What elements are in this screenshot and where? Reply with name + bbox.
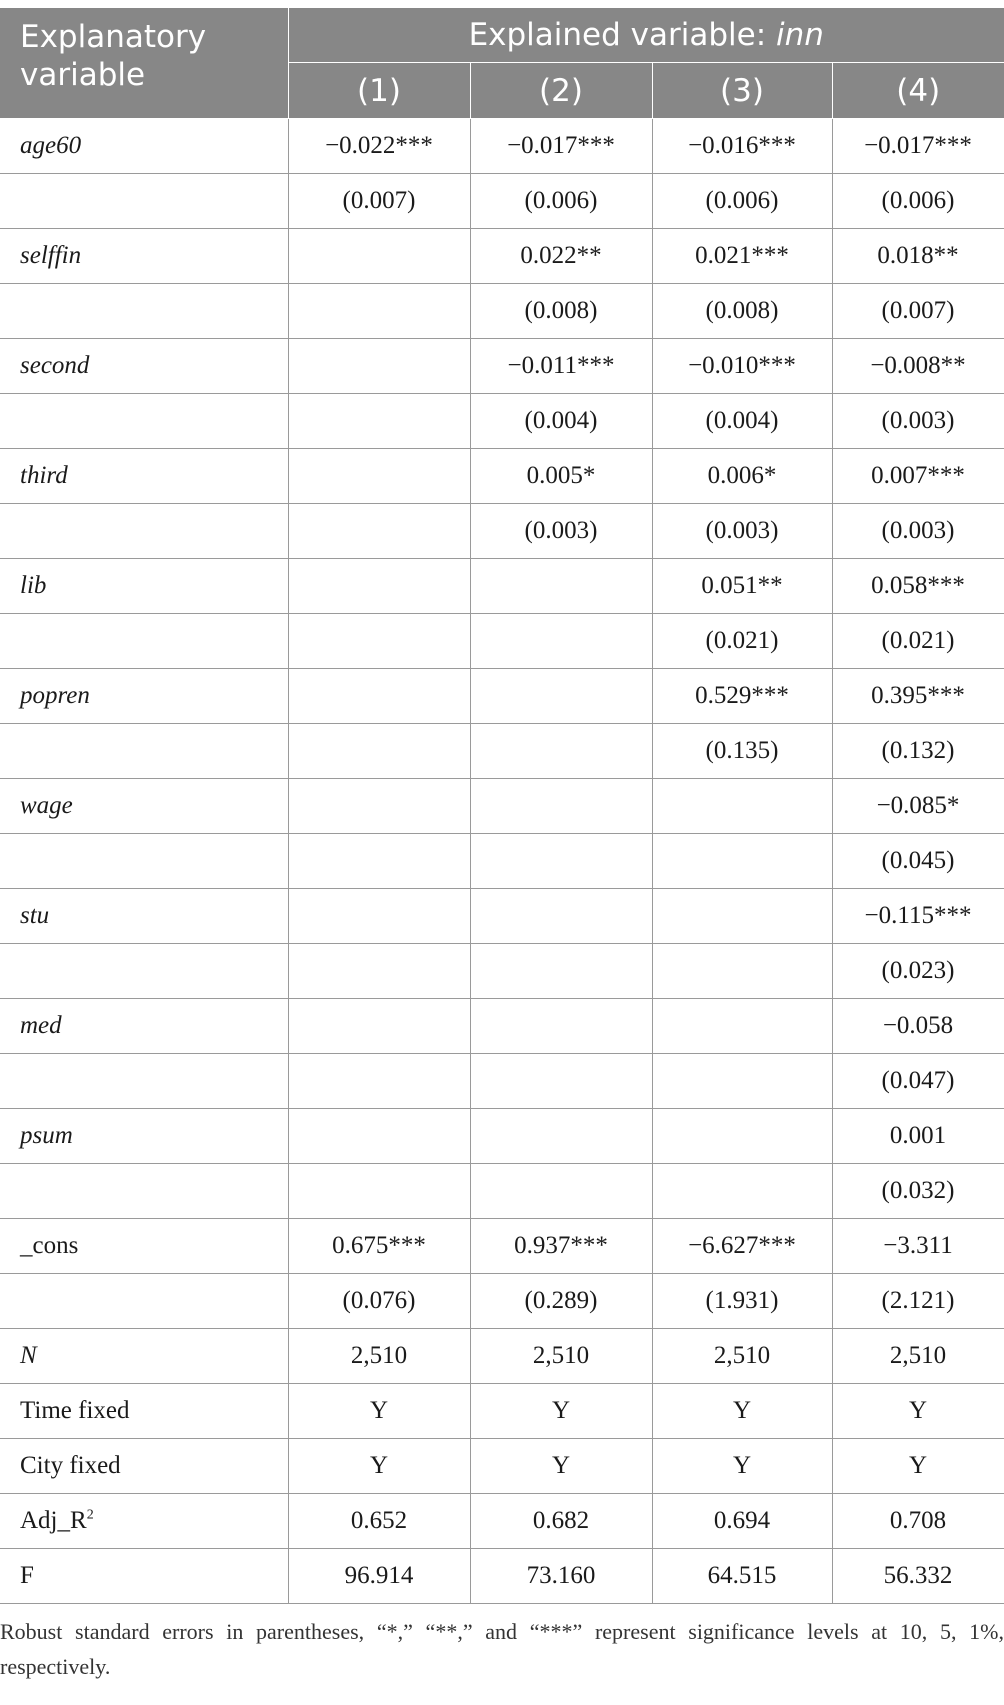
table-cell: 0.682 [470, 1494, 652, 1549]
table-cell: 0.001 [832, 1109, 1004, 1164]
table-cell: Y [832, 1384, 1004, 1439]
table-cell [288, 339, 470, 394]
superscript: 2 [86, 1507, 94, 1523]
table-cell [652, 944, 832, 999]
table-cell [288, 834, 470, 889]
table-cell: −6.627*** [652, 1219, 832, 1274]
column-header-4: (4) [832, 63, 1004, 119]
table-cell: (0.006) [652, 174, 832, 229]
row-label [0, 1329, 288, 1384]
table-cell: (0.004) [652, 394, 832, 449]
table-cell: Y [288, 1439, 470, 1494]
table-row [0, 1549, 1004, 1604]
table-cell: −0.008** [832, 339, 1004, 394]
table-cell [470, 1164, 652, 1219]
table-row [0, 229, 1004, 284]
table-cell [288, 669, 470, 724]
table-cell [470, 999, 652, 1054]
table-cell [470, 559, 652, 614]
table-cell: (0.132) [832, 724, 1004, 779]
table-row [0, 339, 1004, 394]
table-row [0, 1329, 1004, 1384]
row-label-text: age60 [20, 132, 82, 159]
table-cell [288, 449, 470, 504]
table-cell: (0.047) [832, 1054, 1004, 1109]
table-cell [652, 889, 832, 944]
table-cell: −0.085* [832, 779, 1004, 834]
table-cell: Y [470, 1439, 652, 1494]
row-label [0, 999, 288, 1054]
header-label-line1: Explanatory [20, 19, 207, 55]
table-row [0, 669, 1004, 724]
table-cell [288, 779, 470, 834]
table-row [0, 174, 1004, 229]
table-row [0, 944, 1004, 999]
table-cell: (0.021) [832, 614, 1004, 669]
table-cell: −0.115*** [832, 889, 1004, 944]
table-cell: 2,510 [288, 1329, 470, 1384]
table-cell [288, 284, 470, 339]
row-label [0, 1439, 288, 1494]
row-label [0, 1494, 288, 1549]
table-cell: 0.006* [652, 449, 832, 504]
table-cell: 2,510 [832, 1329, 1004, 1384]
row-label-text: second [20, 352, 90, 379]
table-row [0, 1384, 1004, 1439]
table-cell [470, 614, 652, 669]
table-cell: 73.160 [470, 1549, 652, 1604]
row-label [0, 614, 288, 669]
table-row [0, 889, 1004, 944]
row-label [0, 449, 288, 504]
table-row [0, 284, 1004, 339]
table-cell: 56.332 [832, 1549, 1004, 1604]
row-label [0, 1384, 288, 1439]
table-cell: −3.311 [832, 1219, 1004, 1274]
table-cell: (0.076) [288, 1274, 470, 1329]
table-cell [652, 834, 832, 889]
table-row [0, 779, 1004, 834]
table-cell: (0.032) [832, 1164, 1004, 1219]
row-label-text: F [20, 1562, 34, 1589]
row-label [0, 1549, 288, 1604]
table-cell [288, 889, 470, 944]
table-cell [288, 944, 470, 999]
row-label-text: med [20, 1012, 62, 1039]
table-cell: 0.694 [652, 1494, 832, 1549]
explained-variable-header [288, 8, 1004, 63]
regression-table-container [0, 8, 1004, 1604]
row-label [0, 1274, 288, 1329]
table-cell: 64.515 [652, 1549, 832, 1604]
table-row [0, 999, 1004, 1054]
row-label-text: third [20, 462, 68, 489]
row-label-text: lib [20, 572, 47, 599]
table-cell: (0.135) [652, 724, 832, 779]
table-cell: (0.023) [832, 944, 1004, 999]
table-cell: Y [470, 1384, 652, 1439]
table-cell [288, 724, 470, 779]
table-cell: 0.051** [652, 559, 832, 614]
row-label-text: City fixed [20, 1452, 121, 1479]
table-cell [288, 1109, 470, 1164]
table-row [0, 1494, 1004, 1549]
table-cell: (0.008) [470, 284, 652, 339]
row-label-text: popren [20, 682, 90, 709]
table-cell: 0.018** [832, 229, 1004, 284]
table-cell: Y [288, 1384, 470, 1439]
table-footnote: Robust standard errors in parentheses, “*,” “**,” and “***” represent significance levels at 10, 5, 1%, respectively. [0, 1619, 1004, 1679]
table-row [0, 119, 1004, 174]
table-cell [470, 724, 652, 779]
column-header-3: (3) [652, 63, 832, 119]
table-row [0, 1439, 1004, 1494]
table-cell: 0.652 [288, 1494, 470, 1549]
table-cell: 0.007*** [832, 449, 1004, 504]
table-cell: −0.010*** [652, 339, 832, 394]
table-cell: (0.006) [470, 174, 652, 229]
table-cell: 2,510 [470, 1329, 652, 1384]
table-cell: (0.003) [832, 394, 1004, 449]
explained-var-name: inn [776, 17, 824, 54]
row-label-text: selffin [20, 242, 82, 269]
row-label [0, 724, 288, 779]
table-row [0, 559, 1004, 614]
table-cell: (0.045) [832, 834, 1004, 889]
row-label [0, 1164, 288, 1219]
table-cell [470, 889, 652, 944]
table-cell: 0.021*** [652, 229, 832, 284]
header-label-line2: variable [20, 57, 146, 93]
table-cell [652, 1164, 832, 1219]
table-row [0, 1274, 1004, 1329]
table-cell: −0.017*** [470, 119, 652, 174]
row-label [0, 394, 288, 449]
row-label [0, 1219, 288, 1274]
table-cell: (0.007) [288, 174, 470, 229]
column-header-1: (1) [288, 63, 470, 119]
table-cell [652, 1109, 832, 1164]
table-cell: 0.529*** [652, 669, 832, 724]
table-cell: −0.011*** [470, 339, 652, 394]
table-cell: (0.289) [470, 1274, 652, 1329]
row-label [0, 779, 288, 834]
table-row [0, 1109, 1004, 1164]
table-cell: 0.005* [470, 449, 652, 504]
table-cell: (0.021) [652, 614, 832, 669]
table-cell: (0.006) [832, 174, 1004, 229]
table-cell [470, 1109, 652, 1164]
row-label-text: _cons [20, 1232, 79, 1259]
row-label-text: N [20, 1342, 37, 1369]
table-cell [288, 504, 470, 559]
table-cell: (0.003) [470, 504, 652, 559]
table-cell: −0.058 [832, 999, 1004, 1054]
table-cell [288, 999, 470, 1054]
table-cell [470, 1054, 652, 1109]
explanatory-variable-header [0, 8, 288, 119]
row-label [0, 559, 288, 614]
table-row [0, 1219, 1004, 1274]
table-cell: (0.004) [470, 394, 652, 449]
table-cell [288, 1164, 470, 1219]
table-row [0, 614, 1004, 669]
table-cell: 0.022** [470, 229, 652, 284]
table-cell: 0.708 [832, 1494, 1004, 1549]
table-cell: −0.016*** [652, 119, 832, 174]
table-body [0, 119, 1004, 1604]
row-label-text: Adj_R [20, 1507, 87, 1534]
table-cell: (0.003) [652, 504, 832, 559]
table-cell [652, 779, 832, 834]
table-row [0, 449, 1004, 504]
row-label [0, 504, 288, 559]
table-cell: −0.022*** [288, 119, 470, 174]
table-cell [652, 1054, 832, 1109]
row-label [0, 944, 288, 999]
table-cell: (2.121) [832, 1274, 1004, 1329]
explained-prefix: Explained variable: [468, 17, 777, 54]
row-label [0, 1109, 288, 1164]
table-cell [470, 944, 652, 999]
table-row [0, 834, 1004, 889]
row-label [0, 174, 288, 229]
table-cell [652, 999, 832, 1054]
table-cell: (1.931) [652, 1274, 832, 1329]
row-label [0, 229, 288, 284]
row-label [0, 284, 288, 339]
table-cell: 0.058*** [832, 559, 1004, 614]
table-row [0, 1054, 1004, 1109]
table-cell: Y [652, 1384, 832, 1439]
table-cell [288, 559, 470, 614]
table-cell: (0.007) [832, 284, 1004, 339]
column-header-2: (2) [470, 63, 652, 119]
table-cell: (0.008) [652, 284, 832, 339]
table-cell: 96.914 [288, 1549, 470, 1604]
row-label-text: wage [20, 792, 73, 819]
row-label [0, 834, 288, 889]
table-row [0, 1164, 1004, 1219]
table-cell [288, 229, 470, 284]
row-label [0, 119, 288, 174]
row-label-text: stu [20, 902, 50, 929]
table-header [0, 8, 1004, 119]
table-cell: 0.937*** [470, 1219, 652, 1274]
table-cell [288, 614, 470, 669]
table-cell [470, 834, 652, 889]
table-cell [470, 669, 652, 724]
table-cell [288, 1054, 470, 1109]
row-label [0, 339, 288, 394]
row-label [0, 889, 288, 944]
table-cell: Y [832, 1439, 1004, 1494]
table-cell: 0.395*** [832, 669, 1004, 724]
row-label [0, 1054, 288, 1109]
table-cell: 2,510 [652, 1329, 832, 1384]
table-row [0, 504, 1004, 559]
row-label [0, 669, 288, 724]
table-cell: 0.675*** [288, 1219, 470, 1274]
table-row [0, 394, 1004, 449]
regression-table [0, 8, 1004, 1604]
table-row [0, 724, 1004, 779]
table-cell: Y [652, 1439, 832, 1494]
row-label-text: psum [20, 1122, 73, 1149]
row-label-text: Time fixed [20, 1397, 130, 1424]
table-cell [470, 779, 652, 834]
table-cell: (0.003) [832, 504, 1004, 559]
table-cell [288, 394, 470, 449]
table-cell: −0.017*** [832, 119, 1004, 174]
